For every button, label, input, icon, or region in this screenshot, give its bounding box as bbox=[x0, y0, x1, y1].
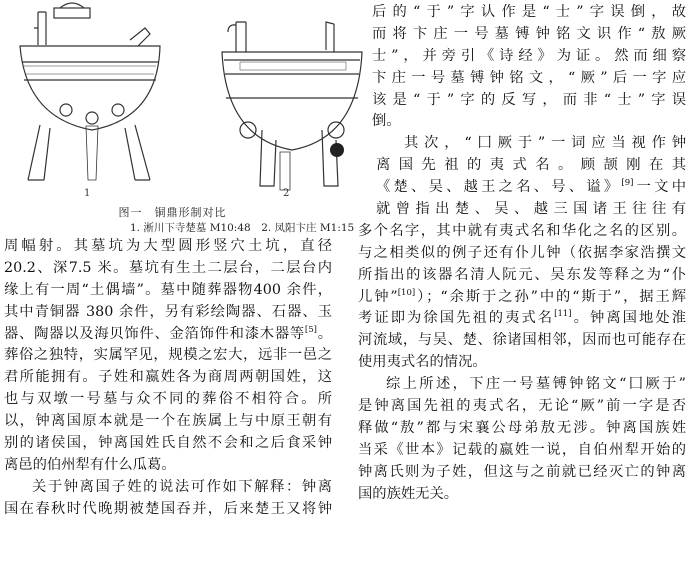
line-text: 葬俗之独特，实属罕见，规模之宏大，远非一邑之 bbox=[4, 347, 332, 364]
left-text-line bbox=[4, 455, 332, 477]
line-text: 士”，并旁引《诗经》为证。然而细察 bbox=[372, 47, 686, 64]
line-text: 使用夷式名的情况。 bbox=[358, 354, 487, 371]
line-text-tail: 。钟离国地处淮 bbox=[571, 310, 687, 327]
citation-ref: [10] bbox=[397, 287, 416, 298]
right-text-line bbox=[358, 133, 686, 155]
right-text-line bbox=[358, 199, 686, 221]
citation-ref: [5] bbox=[304, 324, 317, 335]
line-text: 《楚、吴、越王之名、号、谥》 bbox=[376, 179, 622, 196]
left-text-line bbox=[4, 258, 332, 280]
right-text-line bbox=[358, 221, 686, 243]
left-text-line bbox=[4, 499, 332, 521]
left-text-line bbox=[4, 345, 332, 367]
left-text-line bbox=[4, 236, 332, 258]
left-text-column bbox=[4, 236, 332, 521]
line-text: 器、陶器以及海贝饰件、金箔饰件和漆木器等 bbox=[4, 325, 305, 342]
line-text: 是钟离国先祖的夷式名，无论“厥”前一字是否 bbox=[358, 398, 686, 415]
right-text-line bbox=[358, 396, 686, 418]
line-text-tail: 。 bbox=[316, 325, 332, 342]
left-text-line bbox=[4, 389, 332, 411]
right-text-line bbox=[358, 484, 686, 506]
left-text-line bbox=[4, 302, 332, 324]
right-text-line bbox=[358, 24, 686, 46]
right-text-line bbox=[358, 352, 686, 374]
line-text: 河流域，与吴、楚、徐诸国相邻，因而也可能存在 bbox=[358, 332, 686, 349]
right-text-line bbox=[358, 330, 686, 352]
line-text: 离邑的伯州犁有什么瓜葛。 bbox=[4, 456, 176, 473]
right-text-line bbox=[358, 462, 686, 484]
line-text: 也与双墩一号墓与众不同的葬俗不相符合。所 bbox=[4, 391, 332, 408]
figure-subcaption: 1. 淅川下寺楚墓 M10:48 2. 凤阳卞庄 M1:15 bbox=[130, 222, 355, 234]
line-text: 所指出的该器名清人阮元、吴东发等释之为“仆 bbox=[358, 266, 686, 283]
figure-bronze-ding bbox=[0, 0, 410, 235]
line-text-tail: 一文中 bbox=[633, 179, 687, 196]
line-text: 君所能拥有。子姓和嬴姓各为商周两朝国姓，这 bbox=[4, 369, 332, 386]
line-text-tail: ）；“余斯于之孙”中的“斯于”，据王辉 bbox=[415, 288, 686, 305]
line-text: 与之相类似的例子还有仆儿钟（依据李家浩撰文 bbox=[358, 244, 686, 261]
line-text: 该是“于”字的反写，而非“士”字误 bbox=[372, 91, 686, 108]
left-text-line bbox=[4, 324, 332, 346]
line-text: 国在春秋时代晚期被楚国吞并，后来楚王又将钟 bbox=[4, 500, 332, 517]
left-text-line bbox=[4, 433, 332, 455]
line-text: 别的诸侯国，钟离国姓氏自然不会和之后食采钟 bbox=[4, 435, 332, 452]
line-text: 而将卞庄一号墓镈钟铭文识作“敖厥 bbox=[372, 25, 686, 42]
figure-label-1: 1 bbox=[84, 188, 91, 199]
left-text-line bbox=[4, 367, 332, 389]
left-text-line bbox=[4, 411, 332, 433]
line-text: 卞庄一号墓镈钟铭文，“厥”后一字应 bbox=[372, 69, 686, 86]
citation-ref: [9] bbox=[621, 178, 634, 189]
right-text-column bbox=[358, 2, 686, 505]
right-text-line bbox=[358, 308, 686, 330]
right-text-line bbox=[358, 374, 686, 396]
figure-label-2: 2 bbox=[283, 188, 290, 199]
right-text-line bbox=[358, 2, 686, 24]
left-text-line bbox=[4, 477, 332, 499]
bronze-ding-drawings bbox=[0, 0, 410, 200]
ding-vessel-1-drawing bbox=[20, 3, 160, 180]
right-text-line bbox=[358, 418, 686, 440]
ding-dark-spot bbox=[330, 143, 344, 157]
right-text-line bbox=[358, 440, 686, 462]
line-text: 缘上有一周“土偶墙”。墓中随葬器物400 余件， bbox=[4, 281, 332, 298]
line-text: 当采《世本》记载的嬴姓一说，自伯州犁开始的 bbox=[358, 441, 686, 458]
line-text: 后的“于”字认作是“士”字误倒，故 bbox=[372, 4, 686, 20]
line-text: 周幅射。其墓坑为大型圆形竖穴土坑，直径 bbox=[4, 238, 332, 254]
right-text-line bbox=[358, 155, 686, 177]
line-text: 关于钟离国子姓的说法可作如下解释：钟离 bbox=[32, 478, 332, 495]
citation-ref: [11] bbox=[554, 309, 572, 320]
right-text-line bbox=[358, 46, 686, 68]
line-text: 离国先祖的夷式名。顾颉刚在其 bbox=[376, 157, 686, 174]
line-text: 就曾指出楚、吴、越三国诸王往往有 bbox=[376, 201, 686, 218]
right-text-line bbox=[358, 68, 686, 90]
right-text-line bbox=[358, 177, 686, 199]
right-text-line bbox=[358, 90, 686, 112]
figure-caption: 图一 铜鼎形制对比 bbox=[118, 206, 227, 219]
right-text-line bbox=[358, 111, 686, 133]
line-text: 以，钟离国原本就是一个在族属上与中原王朝有 bbox=[4, 413, 332, 430]
right-text-line bbox=[358, 265, 686, 287]
line-text: 多个名字，其中就有夷式名和华化之名的区别。 bbox=[358, 222, 686, 239]
line-text: 钟离氏则为子姓，但这与之前就已经灭亡的钟离 bbox=[358, 463, 686, 480]
line-text: 考证即为徐国先祖的夷式名 bbox=[358, 310, 555, 327]
line-text: 释做“敖”都与宋襄公母弟敖无涉。钟离国族姓 bbox=[358, 419, 686, 436]
line-text: 其中青铜器 380 余件，另有彩绘陶器、石器、玉 bbox=[4, 303, 332, 320]
right-text-line bbox=[358, 287, 686, 309]
line-text: 20.2、深7.5 米。墓坑有生土二层台，二层台内 bbox=[4, 259, 332, 276]
ding-vessel-2-drawing bbox=[222, 22, 362, 190]
line-text: 倒。 bbox=[372, 113, 401, 130]
line-text: 国的族姓无关。 bbox=[358, 485, 459, 502]
line-text: 儿钟” bbox=[358, 288, 398, 305]
line-text: 综上所述，下庄一号墓镈钟铭文“囗厥于” bbox=[386, 376, 686, 393]
line-text: 其次，“囗厥于”一词应当视作钟 bbox=[404, 135, 686, 152]
right-text-line bbox=[358, 243, 686, 265]
left-text-line bbox=[4, 280, 332, 302]
